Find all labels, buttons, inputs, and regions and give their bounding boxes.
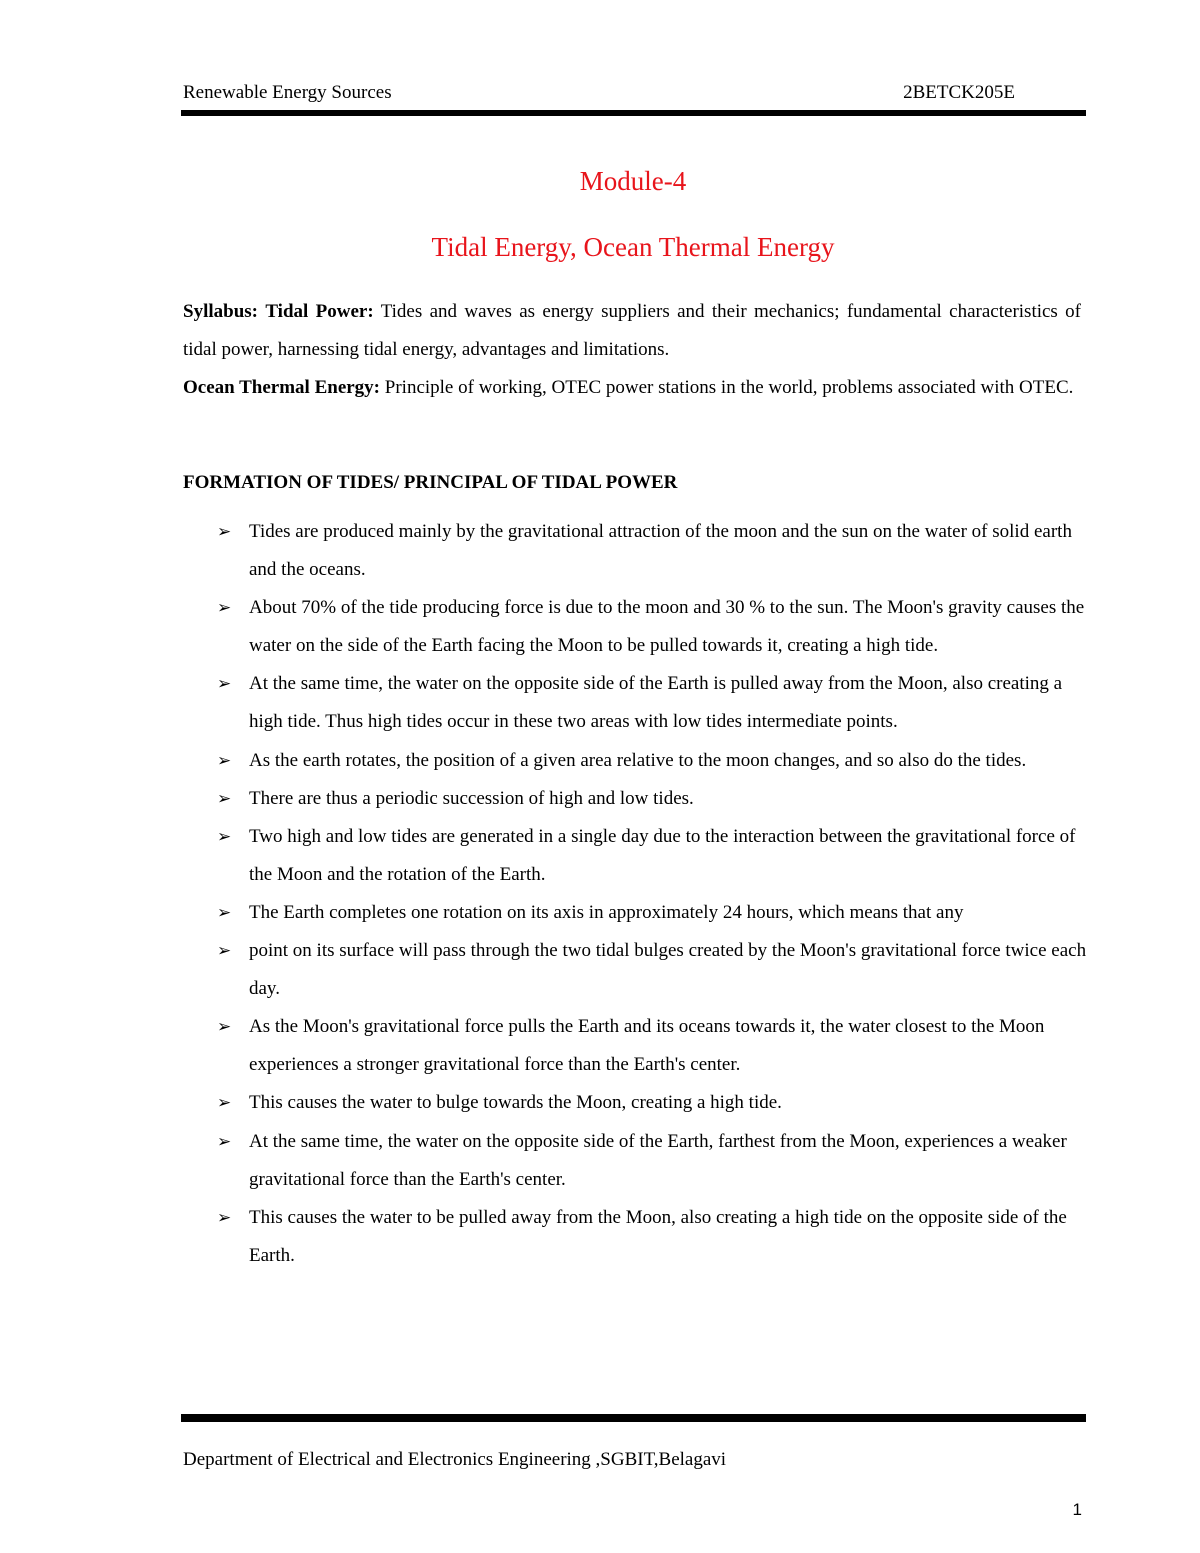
bullet-text: As the Moon's gravitational force pulls the Earth and its oceans towards it, the water closest to the Moon experiences a stronger gravitational force than the Earth's center. xyxy=(249,1016,1045,1076)
footer-rule xyxy=(181,1414,1086,1422)
arrowhead-bullet-icon: ➢ xyxy=(217,1131,232,1152)
syllabus-label: Syllabus: xyxy=(183,301,258,322)
section-heading: FORMATION OF TIDES/ PRINCIPAL OF TIDAL POWER xyxy=(183,472,678,493)
bullet-item xyxy=(217,818,1087,894)
ocean-thermal-label: Ocean Thermal Energy: xyxy=(183,377,381,398)
bullet-text: Tides are produced mainly by the gravitational attraction of the moon and the sun on the water of solid earth and the oceans. xyxy=(249,521,1072,581)
syllabus-tidal-paragraph xyxy=(183,293,1081,369)
bullet-item xyxy=(217,1199,1087,1275)
bullet-item xyxy=(217,742,1087,780)
syllabus-ocean-paragraph xyxy=(183,369,1081,407)
arrowhead-bullet-icon: ➢ xyxy=(217,902,232,923)
syllabus-block xyxy=(183,293,1081,407)
bullet-item xyxy=(217,780,1087,818)
bullet-text: point on its surface will pass through the two tidal bulges created by the Moon's gravitational force twice each day. xyxy=(249,940,1087,1000)
arrowhead-bullet-icon: ➢ xyxy=(217,1093,232,1114)
bullet-list xyxy=(217,513,1087,1275)
tidal-power-text: Tides and waves as energy suppliers and their mechanics; fundamental characteristics of tidal power, harnessing tidal energy, advantages and limitations. xyxy=(183,301,1082,360)
bullet-item xyxy=(217,932,1087,1008)
module-title: Module-4 xyxy=(579,166,687,196)
bullet-text: At the same time, the water on the opposite side of the Earth, farthest from the Moon, experiences a weaker gravitational force than the Earth's center. xyxy=(249,1130,1067,1190)
bullet-text: About 70% of the tide producing force is due to the moon and 30 % to the sun. The Moon's gravity causes the water on the side of the Earth facing the Moon to be pulled towards it, creating a high tide. xyxy=(249,597,1085,657)
course-title: Renewable Energy Sources xyxy=(183,82,392,103)
arrowhead-bullet-icon: ➢ xyxy=(217,522,232,542)
ocean-thermal-text: Principle of working, OTEC power stations in the world, problems associated with OTEC. xyxy=(380,377,1074,398)
bullet-item xyxy=(217,1123,1087,1199)
arrowhead-bullet-icon: ➢ xyxy=(217,788,232,809)
tidal-power-label: Tidal Power: xyxy=(265,301,374,322)
page-number: 1 xyxy=(1072,1500,1082,1519)
bullet-item xyxy=(217,665,1087,741)
arrowhead-bullet-icon: ➢ xyxy=(217,598,232,619)
header-rule xyxy=(181,110,1086,116)
arrowhead-bullet-icon: ➢ xyxy=(217,1207,232,1228)
arrowhead-bullet-icon: ➢ xyxy=(217,941,232,962)
page-header xyxy=(183,82,1085,108)
bullet-text: There are thus a periodic succession of high and low tides. xyxy=(249,787,694,809)
bullet-item xyxy=(217,1084,1087,1122)
bullet-text: Two high and low tides are generated in a single day due to the interaction between the gravitational force of the Moon and the rotation of the Earth. xyxy=(249,825,1076,885)
bullet-text: At the same time, the water on the opposite side of the Earth is pulled away from the Moon, also creating a high tide. Thus high tides occur in these two areas with low tides intermediate points. xyxy=(249,673,1063,733)
bullet-text: This causes the water to bulge towards the Moon, creating a high tide. xyxy=(249,1092,782,1114)
bullet-text: The Earth completes one rotation on its axis in approximately 24 hours, which means that any xyxy=(249,901,964,923)
arrowhead-bullet-icon: ➢ xyxy=(217,750,232,771)
module-subtitle: Tidal Energy, Ocean Thermal Energy xyxy=(431,232,835,262)
bullet-item xyxy=(217,1008,1087,1084)
course-code: 2BETCK205E xyxy=(903,82,1015,103)
bullet-item xyxy=(217,589,1087,665)
bullet-item xyxy=(217,513,1087,589)
footer-department: Department of Electrical and Electronics Engineering ,SGBIT,Belagavi xyxy=(183,1449,727,1470)
bullet-item xyxy=(217,894,1087,932)
arrowhead-bullet-icon: ➢ xyxy=(217,674,232,695)
arrowhead-bullet-icon: ➢ xyxy=(217,1017,232,1038)
arrowhead-bullet-icon: ➢ xyxy=(217,826,232,847)
bullet-text: As the earth rotates, the position of a given area relative to the moon changes, and so also do the tides. xyxy=(249,749,1027,771)
bullet-text: This causes the water to be pulled away from the Moon, also creating a high tide on the opposite side of the Earth. xyxy=(249,1206,1067,1266)
